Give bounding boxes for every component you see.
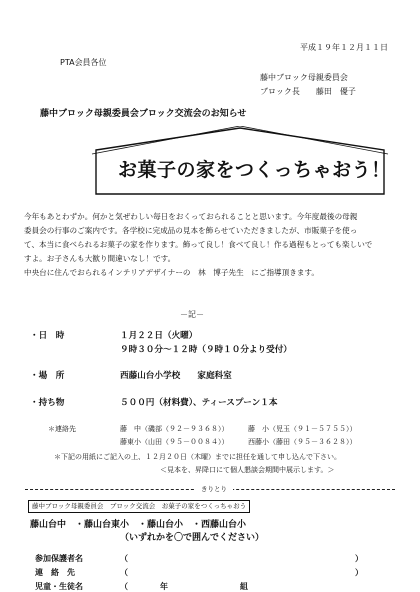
body-line: 委員会の行事のご案内です。各学校に完成品の見本を飾らせていただきましたが、市販菓子を使っ xyxy=(24,226,358,235)
contact-field-label: 連 絡 先 xyxy=(35,568,75,577)
time-value: ９時３０分～１２時（９時１０分より受付） xyxy=(120,345,292,355)
place-label: ・場 所 xyxy=(30,371,65,381)
paren-close: ） xyxy=(355,554,363,563)
place-value: 西藤山台小学校 家庭科室 xyxy=(120,371,232,381)
date-value: １月２２日（火曜） xyxy=(120,331,198,341)
school-choices[interactable]: 藤山台中 ・藤山台東小 ・藤山台小 ・西藤山台小 xyxy=(30,520,247,530)
contact-item: 藤 小（児玉（９１－５７５５）） xyxy=(248,425,357,433)
bring-label: ・持ち物 xyxy=(30,398,65,408)
body-line: 中央台に住んでおられるインテリアデザイナーの 林 博子先生 にご指導頂きます。 xyxy=(24,268,320,277)
grade-label: 年 xyxy=(160,582,168,591)
student-name-field[interactable]: （ xyxy=(120,582,128,591)
contact-item: 藤 中（磯部（９２－９３６８）） xyxy=(120,425,229,433)
bring-value: ５００円（材料費）、ティースプーン１本 xyxy=(120,398,278,408)
contact-item: 藤東小（山田（９５－００８４）） xyxy=(120,438,229,446)
date-label: ・日 時 xyxy=(30,331,65,341)
organization-name: 藤中ブロック母親委員会 xyxy=(260,73,348,82)
class-label: 組 xyxy=(240,582,248,591)
contact-label: ＊連絡先 xyxy=(48,425,76,433)
body-line: 今年もあとわずか。何かと気ぜわしい毎日をおくっておられることと思います。今年度最後の母親 xyxy=(24,212,358,221)
organization-leader: ブロック長 藤田 優子 xyxy=(260,87,356,96)
parent-name-label: 参加保護者名 xyxy=(35,554,83,563)
contact-field[interactable]: （ xyxy=(120,568,128,577)
form-heading: 藤中ブロック母親委員会 ブロック交流会 お菓子の家をつくっちゃおう xyxy=(32,502,247,510)
ki-heading: －記－ xyxy=(180,310,204,319)
student-name-label: 児童・生徒名 xyxy=(35,582,83,591)
recipient: PTA会員各位 xyxy=(60,58,107,67)
parent-name-field[interactable]: （ xyxy=(120,554,128,563)
choices-instruction: （いずれかを〇で囲んでください） xyxy=(120,533,265,543)
deadline-note: ＊下記の用紙にご記入の上、１２月２０日（木曜）までに担任を通して申し込んで下さい。 xyxy=(54,453,341,461)
contact-item: 西藤小（藤田（９５－３６２８）） xyxy=(248,438,357,446)
banner-title: お菓子の家をつくっちゃおう！ xyxy=(118,159,391,181)
cut-label: きりとり xyxy=(195,484,233,493)
body-line: すよ。お子さんも大歓り間違いなし！です。 xyxy=(24,254,176,263)
date: 平成１９年１２月１１日 xyxy=(300,43,388,52)
paren-close: ） xyxy=(355,568,363,577)
body-line: て、本当に食べられるお菓子の家を作ります。飾って良し！食べて良し！作る過程もとっても楽しいで xyxy=(24,240,373,249)
notice-title: 藤中ブロック母親委員会ブロック交流会のお知らせ xyxy=(40,109,247,119)
display-note: ＜見本を、昇降口にて個人懇談会期間中展示します。＞ xyxy=(160,466,335,474)
